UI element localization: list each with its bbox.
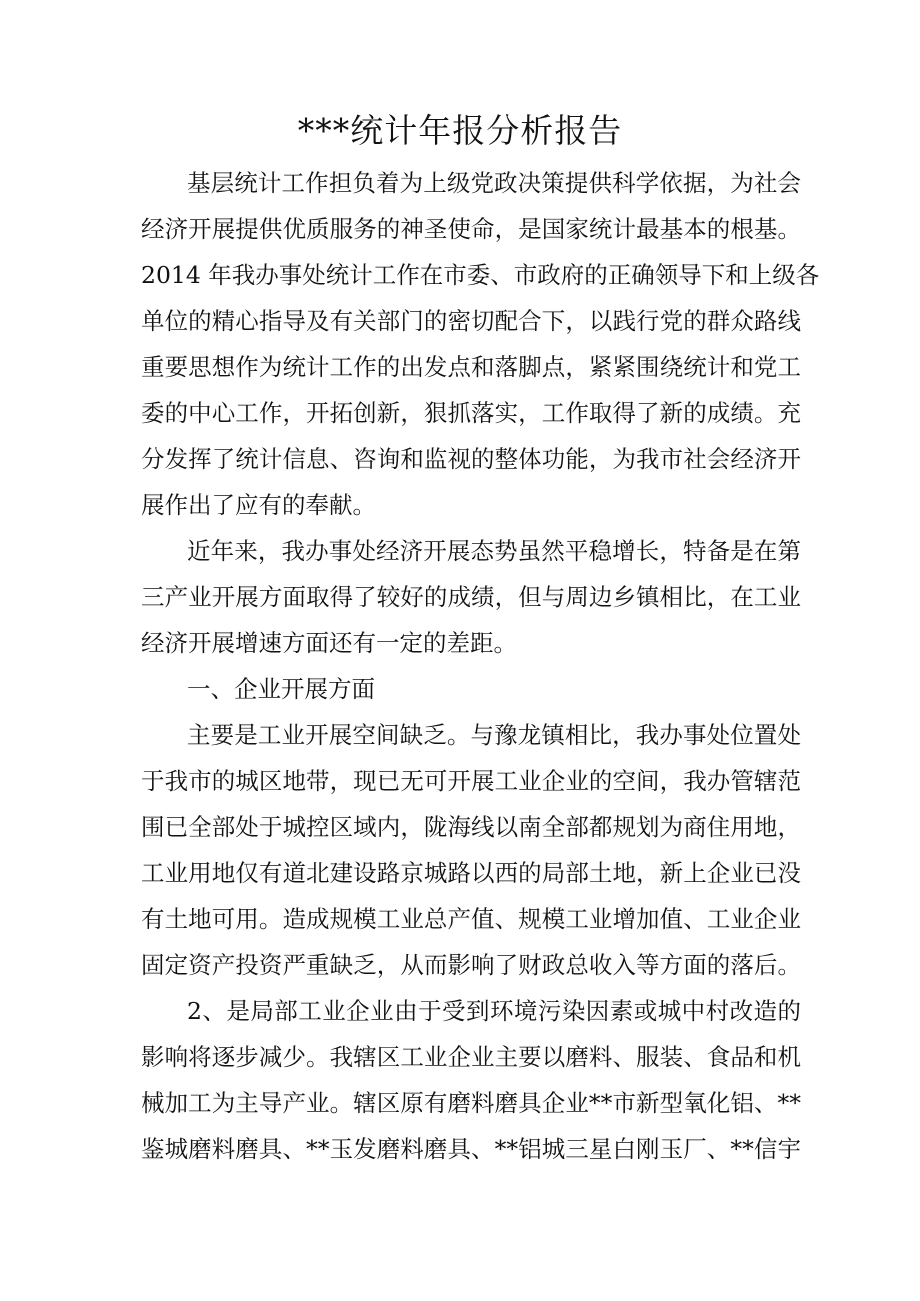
section-heading: 一、企业开展方面 [187, 675, 375, 703]
paragraph-1-line-8: 展作出了应有的奉献。 [141, 491, 376, 519]
paragraph-2-line-2: 三产业开展方面取得了较好的成绩，但与周边乡镇相比，在工业 [141, 583, 801, 611]
paragraph-4-line-2: 影响将逐步减少。我辖区工业企业主要以磨料、服装、食品和机 [141, 1043, 801, 1071]
document-title: ***统计年报分析报告 [297, 111, 623, 150]
paragraph-1-line-1: 基层统计工作担负着为上级党政决策提供科学依据，为社会 [187, 169, 801, 197]
paragraph-1-line-2: 经济开展提供优质服务的神圣使命，是国家统计最基本的根基。 [141, 215, 801, 243]
paragraph-3-line-1: 主要是工业开展空间缺乏。与豫龙镇相比，我办事处位置处 [187, 721, 801, 749]
paragraph-4-line-4: 鉴城磨料磨具、**玉发磨料磨具、**铝城三星白刚玉厂、**信宇 [141, 1135, 801, 1163]
paragraph-1-line-3: 2014 年我办事处统计工作在市委、市政府的正确领导下和上级各 [141, 261, 820, 289]
paragraph-1-line-4: 单位的精心指导及有关部门的密切配合下，以践行党的群众路线 [141, 307, 801, 335]
paragraph-3-line-6: 固定资产投资严重缺乏，从而影响了财政总收入等方面的落后。 [141, 951, 801, 979]
paragraph-2-line-3: 经济开展增速方面还有一定的差距。 [141, 629, 517, 657]
paragraph-2-line-1: 近年来，我办事处经济开展态势虽然平稳增长，特备是在第 [187, 537, 801, 565]
paragraph-1-line-7: 分发挥了统计信息、咨询和监视的整体功能，为我市社会经济开 [141, 445, 801, 473]
paragraph-1-line-5: 重要思想作为统计工作的出发点和落脚点，紧紧围绕统计和党工 [141, 353, 801, 381]
paragraph-3-line-3: 围已全部处于城控区域内，陇海线以南全部都规划为商住用地， [141, 813, 801, 841]
paragraph-3-line-5: 有土地可用。造成规模工业总产值、规模工业增加值、工业企业 [141, 905, 801, 933]
paragraph-4-line-3: 械加工为主导产业。辖区原有磨料磨具企业**市新型氧化铝、** [141, 1089, 801, 1117]
paragraph-3-line-2: 于我市的城区地带，现已无可开展工业企业的空间，我办管辖范 [141, 767, 801, 795]
paragraph-1-line-6: 委的中心工作，开拓创新，狠抓落实，工作取得了新的成绩。充 [141, 399, 801, 427]
paragraph-4-line-1: 2、是局部工业企业由于受到环境污染因素或城中村改造的 [187, 997, 801, 1025]
paragraph-3-line-4: 工业用地仅有道北建设路京城路以西的局部土地，新上企业已没 [141, 859, 801, 887]
